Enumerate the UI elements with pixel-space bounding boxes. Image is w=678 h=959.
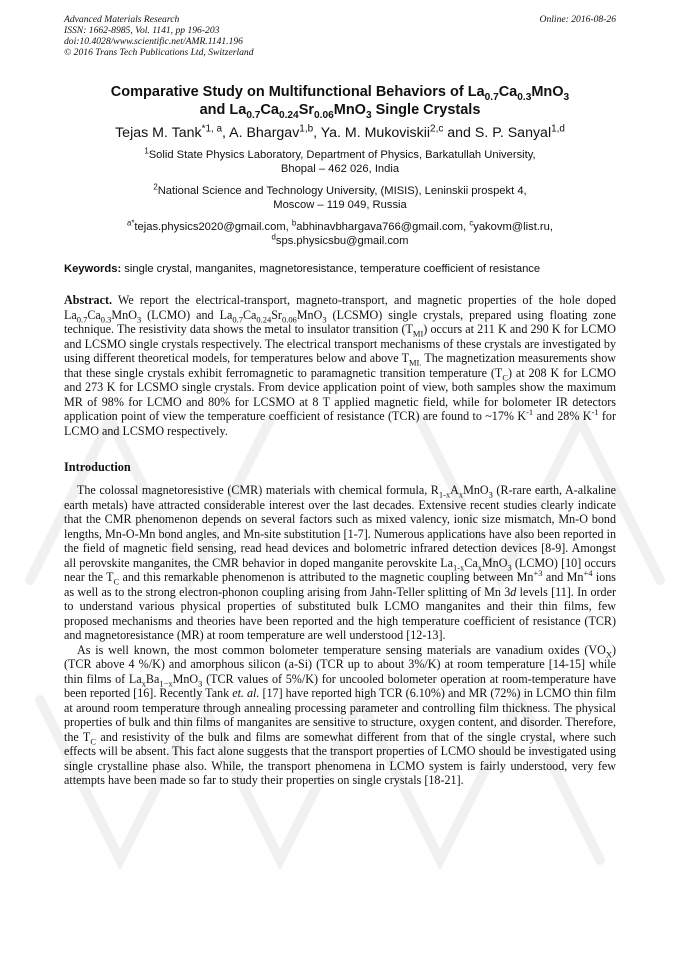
affiliations [64,148,616,248]
affiliation-2: $^2$National Science and Technology University, (MISIS), Leninskii prospekt 4, Moscow – 119 049, Russia [153,182,527,211]
author-list: Tejas M. Tank$^{*1, a}$, A. Bhargav$^{1,b}$, Ya. M. Mukoviskii$^{2,c}$ and S. P. Sanyal$^{1,d}$ [115,123,565,141]
copyright: © 2016 Trans Tech Publications Ltd, Switzerland [64,47,254,58]
page [64,14,616,788]
keywords [64,263,616,275]
online-date: Online: 2016-08-26 [539,14,616,25]
journal-name: Advanced Materials Research [64,14,180,25]
keywords-text: single crystal, manganites, magnetoresistance, temperature coefficient of resistance [121,263,541,275]
abstract-label: Abstract. [64,293,113,307]
issn: ISSN: 1662-8985, Vol. 1141, pp 196-203 [64,25,220,36]
intro-paragraph-1: The colossal magnetoresistive (CMR) materials with chemical formula, $R_{1-x}A_xMnO_3$ (R-rare earth, A-alkaline earth metals) have attracted considerable interest over the last decades. Extensive recent studies clearly indicate that the CMR phenomenon depends on several factors such as mixed valency, ionic size mismatch, Mn-O bond lengths, Mn-O-Mn bond angles, and Mn-site substitution [1-7]. Numerous applications have also been reported in the field of magnetic field sensing, read head devices and bolometric infrared detection devices [8-9]. Amongst all perovskite manganites, the CMR behavior in doped manganite perovskite $La_{1-x}Ca_xMnO_3$ (LCMO) [10] occurs near the $T_C$ and this remarkable phenomenon is attributed to the magnetic coupling between $Mn^{+3}$ and $Mn^{+4}$ ions as well as to the strong electron-phonon coupling arising from Jahn-Teller splitting of Mn 3d levels [11]. In order to understand various physical properties of substituted bulk LCMO manganites and their thin films, few proposed mechanisms and theories have been reported and the high temperature coefficient of resistance (TCR) and magnetoresistance (MR) at room temperature are well understood [12-13]. [64,483,616,642]
affiliation-1: $^1$Solid State Physics Laboratory, Department of Physics, Barkatullah University, Bhopal – 462 026, India [144,146,536,175]
doi: doi:10.4028/www.scientific.net/AMR.1141.196 [64,36,243,47]
journal-header [64,14,616,58]
abstract: Abstract. We report the electrical-transport, magneto-transport, and magnetic properties of the hole doped $La_{0.7}Ca_{0.3}MnO_3$ (LCMO) and $La_{0.7}Ca_{0.24}Sr_{0.06}MnO_3$ (LCSMO) single crystals, prepared using floating zone technique. The resistivity data shows the metal to insulator transition $(T_{MI})$ occurs at 211 K and 290 K for LCMO and LCSMO single crystals respectively. The electrical transport mechanisms of these crystals are investigated by using different theoretical models, for temperatures below and above $T_{MI.}$ The magnetization measurements show that these single crystals exhibit ferromagnetic to paramagnetic transition temperature $(T_C)$ at 208 K for LCMO and 273 K for LCSMO single crystals. From device application point of view, both samples show the maximum MR of 98% for LCMO and 80% for LCSMO at 8 T applied magnetic field, while for bolometer IR detectors application point of view the temperature coefficient of resistance (TCR) are found to ~17% $K^{-1}$ and 28% $K^{-1}$ for LCMO and LCSMO respectively. [64,293,617,438]
paper-title: Comparative Study on Multifunctional Behaviors of $La_{0.7}Ca_{0.3}MnO_3$ and $La_{0.7}Ca_{0.24}Sr_{0.06}MnO_3$ Single Crystals [110,84,570,121]
author-emails: $^{a*}$tejas.physics2020@gmail.com, $^b$abhinavbhargava766@gmail.com, $^c$yakovm@list.ru, $^d$sps.physicsbu@gmail.com [127,218,553,247]
section-heading-introduction: Introduction [64,460,131,474]
intro-paragraph-2: As is well known, the most common bolometer temperature sensing materials are vanadium oxides $(VO_X)$ (TCR above 4 %/K) and amorphous silicon (a-Si) (TCR up to about 3%/K) at room temperature [14-15] while thin films of $La_xBa_{1-x}MnO_3$ (TCR values of 5%/K) for uncooled bolometer operation at room-temperature have been reported [16]. Recently Tank et. al. [17] have reported high TCR (6.10%) and MR (72%) in LCMO thin film at around room temperature through annealing processing parameter and controlling film thickness. The physical properties of bulk and thin films of manganites are sensitive to structure, oxygen content, and disorder. Therefore, the $T_C$ and resistivity of the bulk and films are somewhat different from that of the single crystal, where such effects will be absent. This fact alone suggests that the transport properties of LCMO should be investigated using single crystalline phase also. While, the transport phenomena in LCMO system is fairly understood, very few attempts have been made so far to study their properties on single crystals [18-21]. [64,642,616,787]
keywords-label: Keywords: [64,263,122,275]
